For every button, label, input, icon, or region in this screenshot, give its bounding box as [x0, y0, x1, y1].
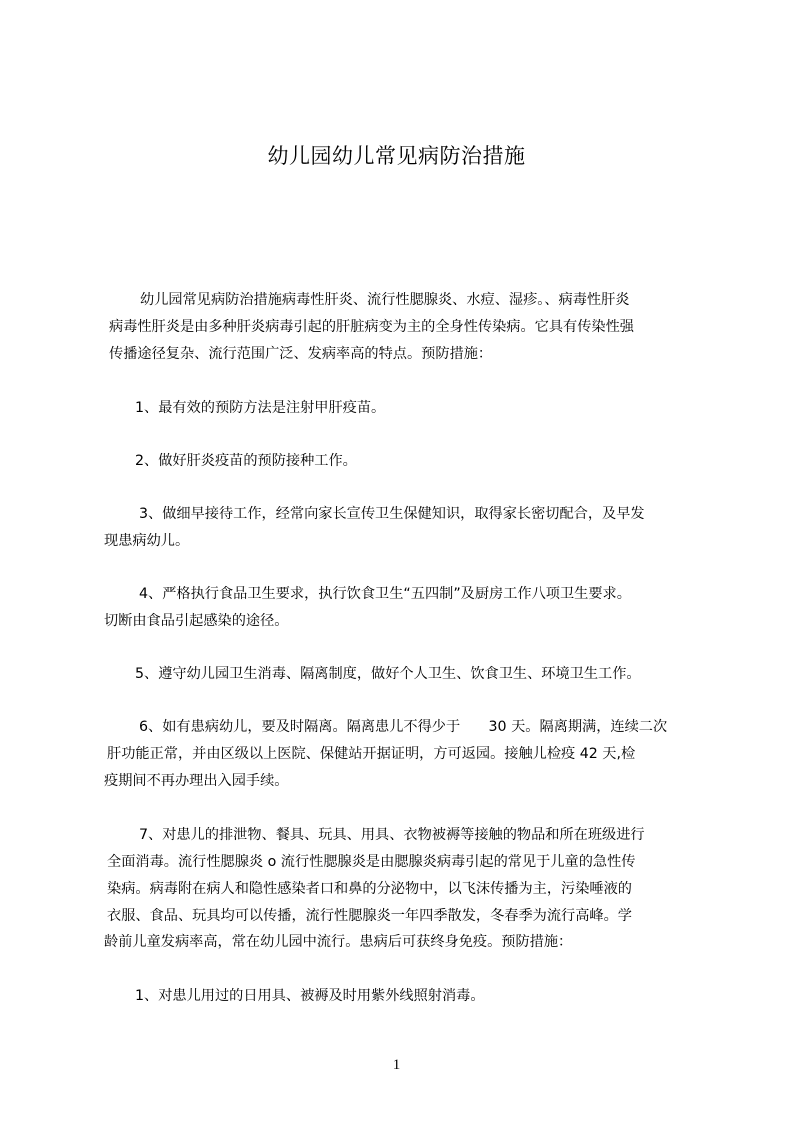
intro-line: 传播途径复杂、流行范围广泛、发病率高的特点。预防措施：	[109, 346, 493, 362]
measure-item-continued: 切断由食品引起感染的途径。	[104, 613, 289, 629]
measure-item: 3、做细早接待工作，经常向家长宣传卫生保健知识，取得家长密切配合，及早发	[139, 506, 645, 522]
measure-item: 4、严格执行食品卫生要求，执行饮食卫生“五四制”及厨房工作八项卫生要求。	[139, 586, 631, 602]
measure-item-continued: 现患病幼儿。	[104, 533, 190, 549]
measure-item-continued: 全面消毒。流行性腮腺炎 o 流行性腮腺炎是由腮腺炎病毒引起的常见于儿童的急性传	[107, 854, 636, 870]
measure-item: 5、遵守幼儿园卫生消毒、隔离制度，做好个人卫生、饮食卫生、环境卫生工作。	[135, 666, 641, 682]
measure-item-continued: 染病。病毒附在病人和隐性感染者口和鼻的分泌物中，以飞沫传播为主，污染唾液的	[107, 881, 632, 897]
measure-item-continued: 疫期间不再办理出入园手续。	[104, 773, 289, 789]
document-title: 幼儿园幼儿常见病防治措施	[267, 144, 526, 168]
measure-item-continued: 衣服、食品、玩具均可以传播，流行性腮腺炎一年四季散发，冬春季为流行高峰。学	[107, 908, 632, 924]
intro-line: 幼儿园常见病防治措施病毒性肝炎、流行性腮腺炎、水痘、湿疹。、病毒性肝炎	[140, 292, 630, 308]
page-number: 1	[392, 1057, 401, 1073]
measure-item-continued: 龄前儿童发病率高，常在幼儿园中流行。患病后可获终身免疫。预防措施：	[104, 934, 573, 950]
measure-item: 2、做好肝炎疫苗的预防接种工作。	[135, 453, 357, 469]
measure-item: 1、对患儿用过的日用具、被褥及时用紫外线照射消毒。	[135, 988, 485, 1004]
measure-item: 7、对患儿的排泄物、餐具、玩具、用具、衣物被褥等接触的物品和所在班级进行	[139, 827, 645, 843]
measure-item: 1、最有效的预防方法是注射甲肝疫苗。	[135, 400, 386, 416]
intro-line: 病毒性肝炎是由多种肝炎病毒引起的肝脏病变为主的全身性传染病。它具有传染性强	[109, 319, 634, 335]
measure-item-continued: 肝功能正常，并由区级以上医院、保健站开据证明，方可返园。接触儿检疫 42 天,检	[107, 746, 636, 762]
measure-item: 6、如有患病幼儿，要及时隔离。隔离患儿不得少于 30 天。隔离期满，连续二次	[139, 719, 668, 735]
